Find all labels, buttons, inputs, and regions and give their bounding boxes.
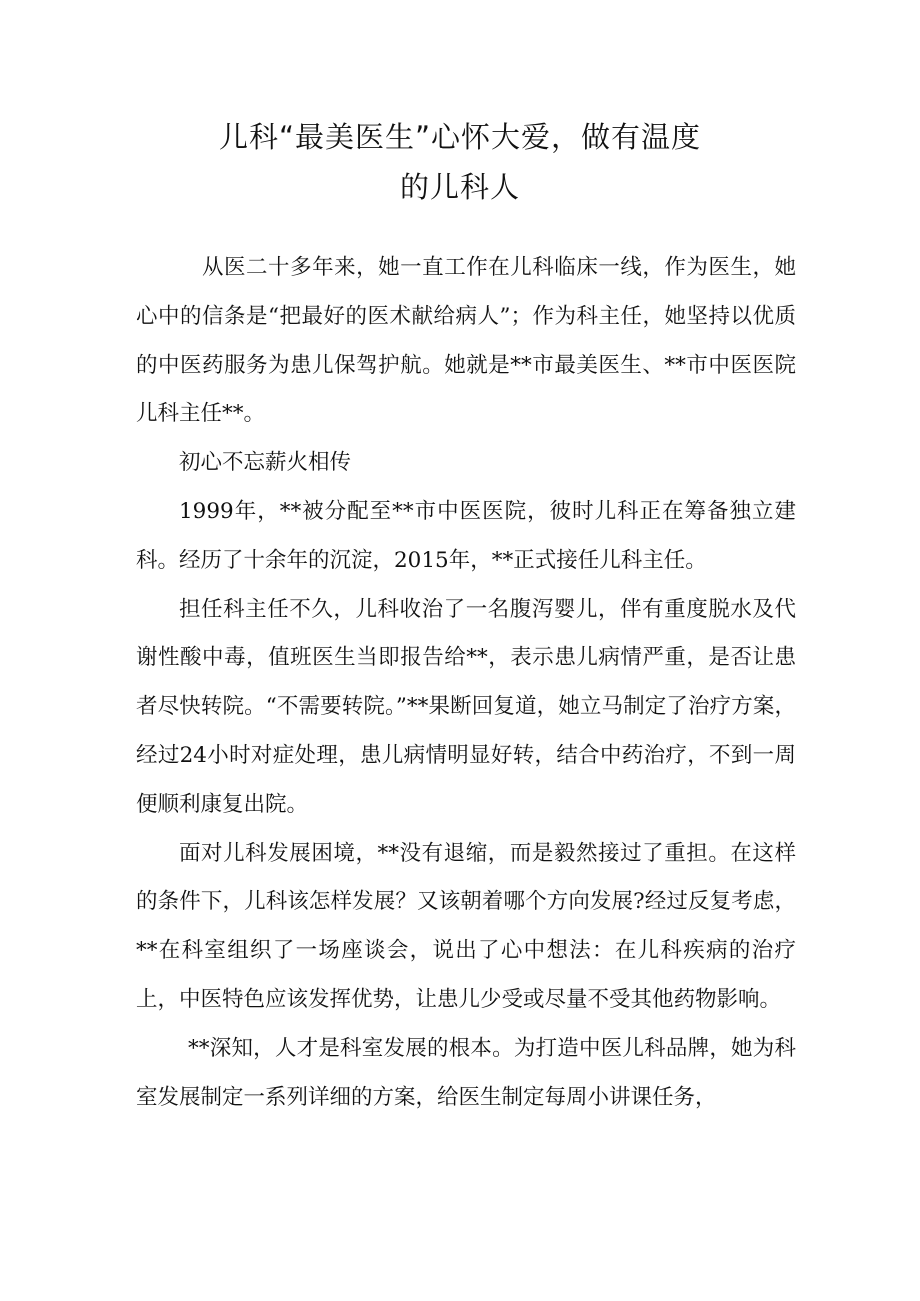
paragraph-intro: 从医二十多年来，她一直工作在儿科临床一线，作为医生，她心中的信条是“把最好的医术献给病人”；作为科主任，她坚持以优质的中医药服务为患儿保驾护航。她就是**市最美医生、**市中医医院儿科主任**。 xyxy=(136,255,796,427)
document-title-line-2: 的儿科人 xyxy=(399,170,520,204)
paragraph-talent: **深知，人才是科室发展的根本。为打造中医儿科品牌，她为科室发展制定一系列详细的方案，给医生制定每周小讲课任务， xyxy=(136,1035,796,1110)
paragraph-case: 担任科主任不久，儿科收治了一名腹泻婴儿，伴有重度脱水及代谢性酸中毒，值班医生当即报告给**，表示患儿病情严重，是否让患者尽快转院。“不需要转院。”**果断回复道，她立马制定了治疗方案，经过24小时对症处理，患儿病情明显好转，结合中药治疗，不到一周便顺利康复出院。 xyxy=(136,596,796,817)
document-body xyxy=(136,244,796,1122)
paragraph-1999: 1999年，**被分配至**市中医医院，彼时儿科正在筹备独立建科。经历了十余年的沉淀，2015年，**正式接任儿科主任。 xyxy=(136,498,796,573)
paragraph-development: 面对儿科发展困境，**没有退缩，而是毅然接过了重担。在这样的条件下，儿科该怎样发展？又该朝着哪个方向发展?经过反复考虑，**在科室组织了一场座谈会，说出了心中想法：在儿科疾病的治疗上，中医特色应该发挥优势，让患儿少受或尽量不受其他药物影响。 xyxy=(136,840,796,1012)
document-title-line-1: 儿科“最美医生”心怀大爱，做有温度 xyxy=(218,120,702,154)
section-heading: 初心不忘薪火相传 xyxy=(179,450,352,476)
